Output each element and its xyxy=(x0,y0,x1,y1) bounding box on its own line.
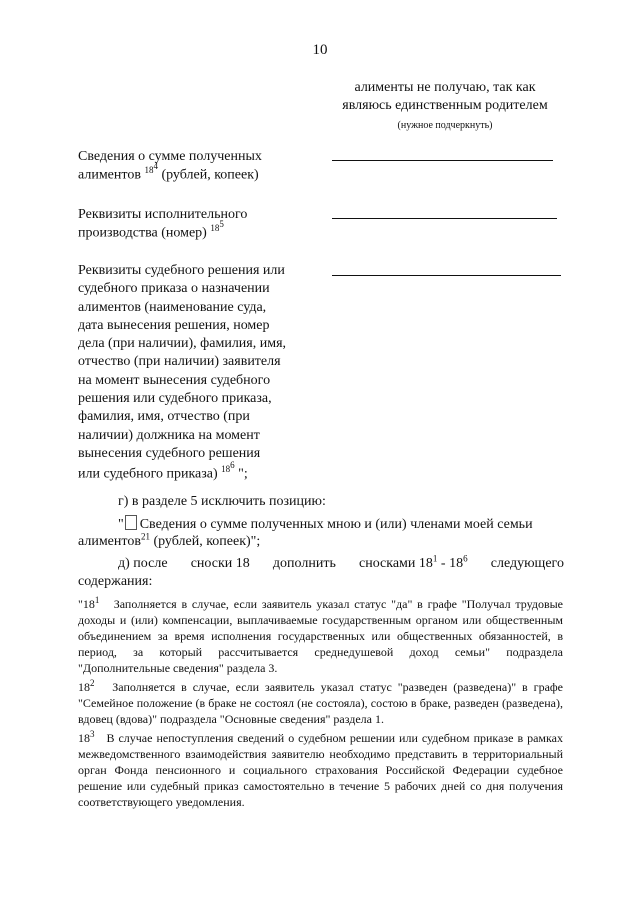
label-line: вынесения судебного решения xyxy=(78,445,261,461)
label-line: на момент вынесения судебного xyxy=(78,372,271,388)
label-line: Реквизиты судебного решения или xyxy=(78,263,285,278)
field-court-decision-label xyxy=(78,262,328,484)
label-last-line: или судебного приказа) $^{18^6}$ "; xyxy=(78,460,248,482)
underline-note: (нужное подчеркнуть) xyxy=(397,120,493,131)
section-g-item-cont: алиментов$^{21}$ (рублей, копеек)"; xyxy=(78,531,261,549)
label-line: наличии) должника на момент xyxy=(78,427,260,443)
footnote-18-3: $18^3$ В случае непоступления сведений о судебном решении или судебном приказе в рамках межведомственного взаимодействия заявителю необходимо представить в территориальный орган Фонда пенсионного и социального страхования Российской Федерации судебное решение или судебный приказ самостоятельно в течение 5 рабочих дней со дня получения соответствующего уведомления. xyxy=(78,729,564,809)
field-alimony-sum-label xyxy=(78,148,328,185)
page-number: 10 xyxy=(312,42,328,58)
checkbox-icon xyxy=(125,515,137,530)
footnote-18-1: "$18^1$ Заполняется в случае, если заявитель указал статус "да" в графе "Получал трудовые доходы и (или) компенсации, выплачиваемые государственным органом или общественным объединением за время исполнения государственных или общественных обязанностей, в период, за который рассчитывается среднедушевой доход семьи" подраздела "Дополнительные сведения" раздела 3. xyxy=(78,595,563,675)
label-line: решения или судебного приказа, xyxy=(78,391,272,407)
label-line: дела (при наличии), фамилия, имя, xyxy=(78,336,287,352)
label-last-line: алиментов $^{18^4}$ (рублей, копеек) xyxy=(78,161,259,183)
enforcement-input-line[interactable] xyxy=(332,218,557,219)
label-line: алиментов (наименование суда, xyxy=(78,299,267,315)
field-enforcement-label xyxy=(78,206,328,243)
court-decision-input-line[interactable] xyxy=(332,275,561,276)
section-d-line-2: содержания: xyxy=(78,574,153,589)
alimony-sum-input-line[interactable] xyxy=(332,160,553,161)
section-d-line: д) после сноски 18 дополнить сносками $18^1 - 18^6$ следующего xyxy=(118,553,564,571)
label-line: судебного приказа о назначении xyxy=(78,281,270,297)
alimony-status-line-2: являюсь единственным родителем xyxy=(342,98,548,113)
alimony-status-line-1: алименты не получаю, так как xyxy=(354,80,536,95)
label-line: дата вынесения решения, номер xyxy=(78,317,270,333)
label-line: Реквизиты исполнительного xyxy=(78,207,248,222)
footnote-18-2: $18^2$ Заполняется в случае, если заявитель указал статус "разведен (разведена)" в графе "Семейное положение (в браке не состоял (не состояла), состою в браке, разведен (разведена), вдовец (вдова)" подраздела "Основные сведения" раздела 1. xyxy=(78,678,563,726)
label-line: отчество (при наличии) заявителя xyxy=(78,354,281,370)
label-last-line: производства (номер) $^{18^5}$ xyxy=(78,219,224,241)
label-line: фамилия, имя, отчество (при xyxy=(78,409,250,425)
section-g-intro: г) в разделе 5 исключить позицию: xyxy=(118,494,326,509)
label-line: Сведения о сумме полученных xyxy=(78,149,262,164)
section-g-item: " Сведения о сумме полученных мною и (или) членами моей семьи xyxy=(118,517,533,532)
